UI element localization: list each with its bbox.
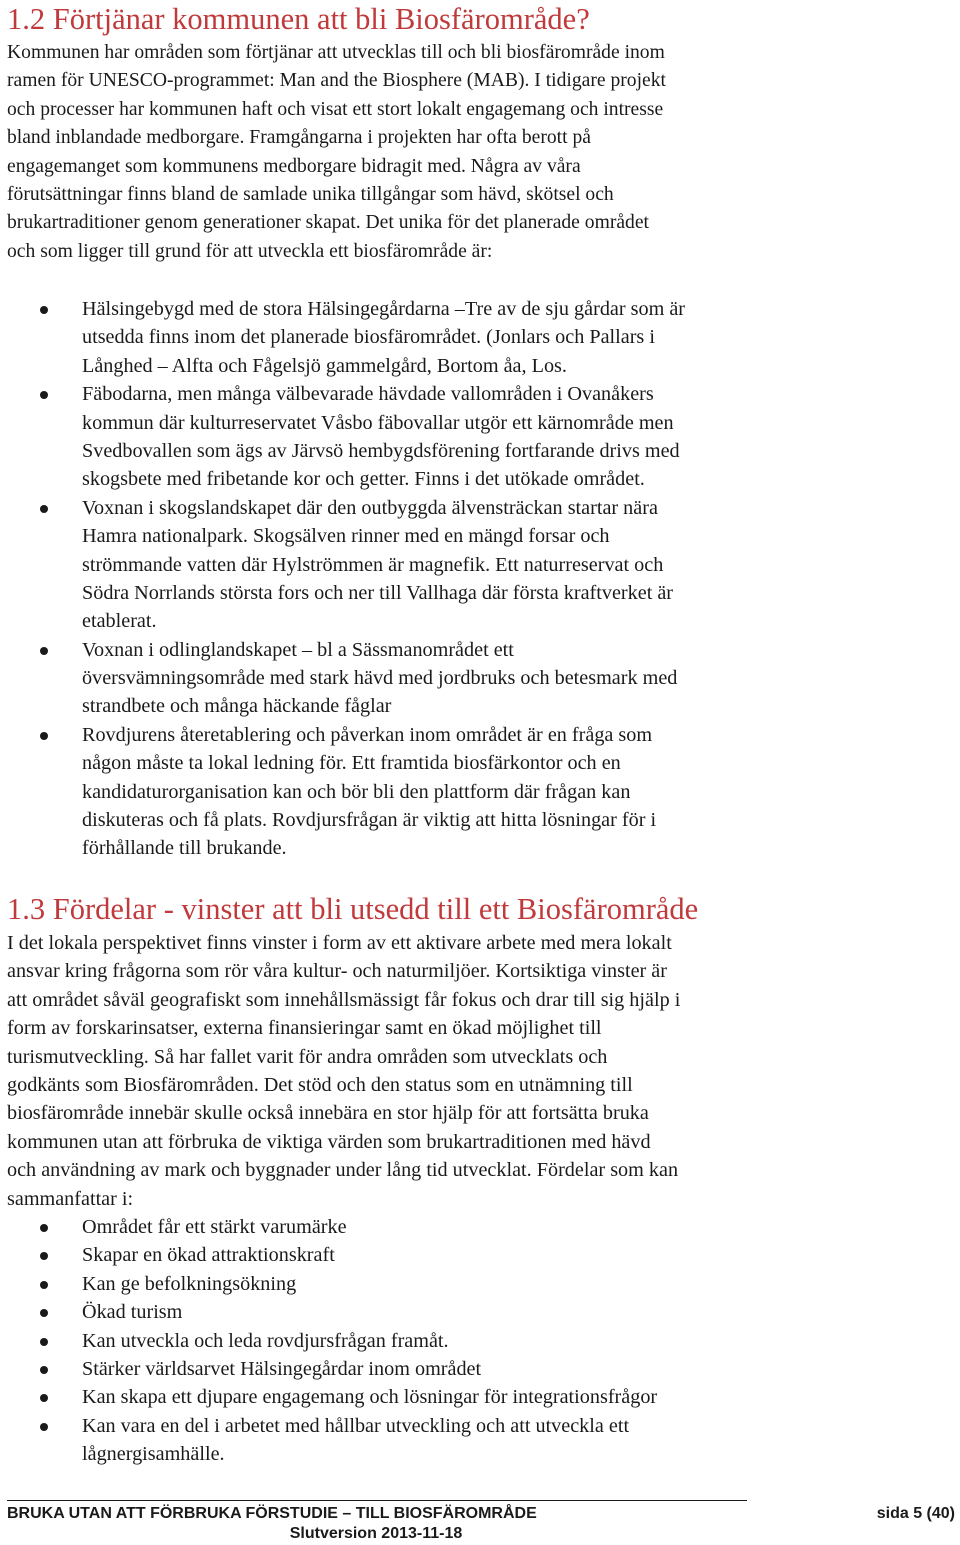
footer-version: Slutversion 2013-11-18 xyxy=(289,1525,463,1542)
list-item-line: Voxnan i skogslandskapet där den outbyggda älvensträckan startar nära xyxy=(82,496,658,519)
list-item-line: lågnergisamhälle. xyxy=(82,1443,225,1466)
paragraph-line: kommunen utan att förbruka de viktiga värden som brukartraditionen med hävd xyxy=(7,1130,651,1153)
list-item-line: utsedda finns inom det planerade biosfärområdet. (Jonlars och Pallars i xyxy=(82,326,655,349)
bullet-icon xyxy=(40,732,48,740)
section-heading-1-3: 1.3 Fördelar - vinster att bli utsedd till ett Biosfärområde xyxy=(7,892,699,926)
paragraph-line: engagemanget som kommunens medborgare bidragit med. Några av våra xyxy=(7,155,581,177)
bullet-icon xyxy=(40,391,48,399)
list-item-line: kommun där kulturreservatet Våsbo fäbovallar utgör ett kärnområde men xyxy=(82,411,674,434)
list-item xyxy=(0,636,820,721)
section-heading-1-2: 1.2 Förtjänar kommunen att bli Biosfärområde? xyxy=(7,2,590,36)
bullet-icon xyxy=(40,306,48,314)
list-item xyxy=(0,1213,820,1241)
bullet-icon xyxy=(40,1281,48,1289)
paragraph-line: ansvar kring frågorna som rör våra kultur- och naturmiljöer. Kortsiktiga vinster är xyxy=(7,960,667,983)
list-item-line: någon måste ta lokal ledning för. Ett framtida biosfärkontor och en xyxy=(82,752,621,775)
list-item-line: Voxnan i odlinglandskapet – bl a Sässmanområdet ett xyxy=(82,638,514,661)
bullet-icon xyxy=(40,1394,48,1402)
list-item-line: skogsbete med fribetande kor och getter. Finns i det utökade området. xyxy=(82,468,645,491)
paragraph-line: biosfärområde innebär skulle också innebära en stor hjälp för att fortsätta bruka xyxy=(7,1102,649,1125)
list-item-line: strömmande vatten där Hylströmmen är magnefik. Ett naturreservat och xyxy=(82,553,664,576)
list-item-line: Kan skapa ett djupare engagemang och lösningar för integrationsfrågor xyxy=(82,1386,658,1409)
paragraph-line: form av forskarinsatser, externa finansieringar samt en ökad möjlighet till xyxy=(7,1017,602,1040)
list-item xyxy=(0,494,820,636)
bullet-icon xyxy=(40,1338,48,1346)
benefits-list xyxy=(0,1213,820,1469)
list-item xyxy=(0,1270,820,1298)
list-item-line: etablerat. xyxy=(82,610,157,633)
list-item xyxy=(0,1383,820,1411)
list-item-line: Svedbovallen som ägs av Järvsö hembygdsförening fortfarande drivs med xyxy=(82,439,680,462)
list-item xyxy=(0,1327,820,1355)
bullet-icon xyxy=(40,1366,48,1374)
footer-page-number: sida 5 (40) xyxy=(876,1505,955,1522)
list-item-line: Stärker världsarvet Hälsingegårdar inom området xyxy=(82,1357,482,1380)
list-item-line: Området får ett stärkt varumärke xyxy=(82,1216,347,1238)
paragraph-line: godkänts som Biosfärområden. Det stöd och den status som en utnämning till xyxy=(7,1073,633,1096)
list-item-line: Kan ge befolkningsökning xyxy=(82,1272,297,1295)
list-item-line: diskuteras och få plats. Rovdjursfrågan är viktig att hitta lösningar för i xyxy=(82,809,657,832)
list-item-line: Södra Norrlands största fors och ner till Vallhaga där första kraftverket är xyxy=(82,581,674,604)
paragraph-line: att området såväl geografiskt som innehållsmässigt får fokus och drar till sig hjälp i xyxy=(7,988,681,1011)
paragraph-line: och processer har kommunen haft och visat ett stort lokalt engagemang och intresse xyxy=(7,98,664,120)
list-item xyxy=(0,721,820,863)
bullet-icon xyxy=(40,1309,48,1317)
paragraph-line: och som ligger till grund för att utveckla ett biosfärområde är: xyxy=(7,240,493,262)
list-item-line: översvämningsområde med stark hävd med jordbruks och betesmark med xyxy=(82,667,678,690)
list-item-line: kandidaturorganisation kan och bör bli den plattform där frågan kan xyxy=(82,780,631,803)
paragraph-line: sammanfattar i: xyxy=(7,1187,134,1210)
section-1-3-paragraph xyxy=(7,929,807,1213)
list-item-line: Hälsingebygd med de stora Hälsingegårdarna –Tre av de sju gårdar som är xyxy=(82,298,686,320)
list-item-line: förhållande till brukande. xyxy=(82,837,287,860)
list-item xyxy=(0,380,820,494)
paragraph-line: ramen för UNESCO-programmet: Man and the Biosphere (MAB). I tidigare projekt xyxy=(7,70,666,92)
paragraph-line: och användning av mark och byggnader under lång tid utvecklat. Fördelar som kan xyxy=(7,1159,679,1182)
paragraph-line: brukartraditioner genom generationer skapat. Det unika för det planerade området xyxy=(7,212,649,234)
list-item xyxy=(0,295,820,380)
paragraph-line: turismutveckling. Så har fallet varit för andra områden som utvecklats och xyxy=(7,1045,608,1068)
list-item xyxy=(0,1412,820,1469)
list-item-line: Skapar en ökad attraktionskraft xyxy=(82,1244,335,1267)
unique-assets-list xyxy=(0,295,820,863)
paragraph-line: förutsättningar finns bland de samlade unika tillgångar som hävd, skötsel och xyxy=(7,183,614,205)
paragraph-line: bland inblandade medborgare. Framgångarna i projekten har ofta berott på xyxy=(7,127,591,149)
section-1-2-paragraph xyxy=(7,39,807,266)
list-item-line: Kan utveckla och leda rovdjursfrågan framåt. xyxy=(82,1329,449,1352)
bullet-icon xyxy=(40,647,48,655)
list-item-line: strandbete och många häckande fåglar xyxy=(82,695,392,718)
footer-divider xyxy=(7,1500,747,1501)
list-item-line: Hamra nationalpark. Skogsälven rinner med en mängd forsar och xyxy=(82,525,610,548)
list-item-line: Långhed – Alfta och Fågelsjö gammelgård, Bortom åa, Los. xyxy=(82,354,567,377)
list-item xyxy=(0,1355,820,1383)
paragraph-line: Kommunen har områden som förtjänar att utvecklas till och bli biosfärområde inom xyxy=(7,42,665,63)
list-item xyxy=(0,1241,820,1269)
bullet-icon xyxy=(40,505,48,513)
list-item-line: Fäbodarna, men många välbevarade hävdade vallområden i Ovanåkers xyxy=(82,383,654,406)
list-item xyxy=(0,1298,820,1326)
list-item-line: Rovdjurens återetablering och påverkan inom området är en fråga som xyxy=(82,723,653,746)
bullet-icon xyxy=(40,1224,48,1232)
bullet-icon xyxy=(40,1423,48,1431)
bullet-icon xyxy=(40,1252,48,1260)
list-item-line: Kan vara en del i arbetet med hållbar utveckling och att utveckla ett xyxy=(82,1414,630,1437)
list-item-line: Ökad turism xyxy=(82,1301,183,1324)
footer-document-title: BRUKA UTAN ATT FÖRBRUKA FÖRSTUDIE – TILL BIOSFÄROMRÅDE xyxy=(7,1505,537,1522)
paragraph-line: I det lokala perspektivet finns vinster i form av ett aktivare arbete med mera lokalt xyxy=(7,932,672,954)
